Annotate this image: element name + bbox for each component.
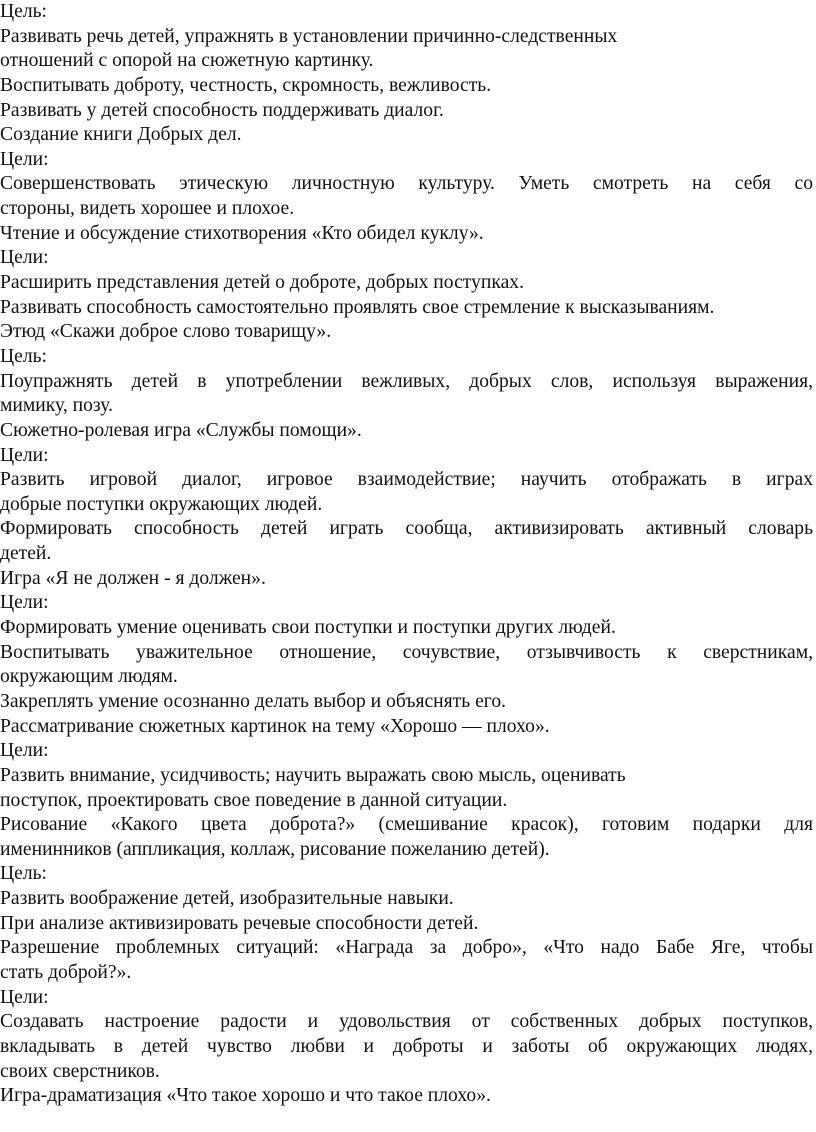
line-goal-heading: Цели: [0,592,49,614]
activity-title: Сюжетно-ролевая игра «Службы помощи». [0,419,362,441]
line-goal-heading: Цель: [0,1,48,22]
text-line: При анализе активизировать речевые способности детей. [0,912,479,934]
activity-title: Чтение и обсуждение стихотворения «Кто обидел куклу». [0,222,484,244]
line-goal-heading: Цель: [0,345,48,367]
text-line: поступок, проектировать свое поведение в данной ситуации. [0,789,508,811]
text-line: Развить воображение детей, изобразительные навыки. [0,888,454,910]
line-goal-heading: Цели: [0,740,49,762]
text-line: Закреплять умение осознанно делать выбор и объяснять его. [0,690,507,712]
text-line: Развивать способность самостоятельно проявлять свое стремление к высказываниям. [0,296,715,318]
line-goal-heading: Цели: [0,986,49,1008]
text-line: стороны, видеть хорошее и плохое. [0,198,295,220]
text-line: своих сверстников. [0,1060,160,1082]
activity-title: Игра-драматизация «Что такое хорошо и что такое плохо». [0,1085,491,1107]
text-line: Воспитывать доброту, честность, скромность, вежливость. [0,74,492,96]
activity-title: Создание книги Добрых дел. [0,124,242,146]
text-line: именинников (аппликация, коллаж, рисование пожеланию детей). [0,838,550,860]
activity-title: Рассматривание сюжетных картинок на тему «Хорошо — плохо». [0,715,550,737]
text-line: стать доброй?». [0,961,132,983]
text-line: Поупражнять детей в употреблении вежливых, добрых слов, используя выражения, [0,370,813,392]
text-line: окружающим людям. [0,666,178,688]
text-line: детей. [0,543,52,565]
line-goal-heading: Цели: [0,444,49,466]
line-goal-heading: Цели: [0,148,49,170]
text-line: Развивать речь детей, упражнять в установлении причинно-следственных [0,25,618,47]
text-line: Расширить представления детей о доброте, добрых поступках. [0,272,524,294]
activity-title: Рисование «Какого цвета доброта?» (смешивание красок), готовим подарки для [0,814,813,836]
text-line: Развивать у детей способность поддерживать диалог. [0,99,444,121]
text-line: Формировать умение оценивать свои поступки и поступки других людей. [0,617,616,639]
activity-title: Игра «Я не должен - я должен». [0,567,266,589]
text-line: вкладывать в детей чувство любви и доброты и заботы об окружающих людях, [0,1035,813,1057]
text-line: отношений с опорой на сюжетную картинку. [0,50,374,72]
text-line: Развить игровой диалог, игровое взаимодействие; научить отображать в играх [0,469,813,491]
text-line: Развить внимание, усидчивость; научить выражать свою мысль, оценивать [0,764,626,786]
text-line: Воспитывать уважительное отношение, сочувствие, отзывчивость к сверстникам, [0,641,813,663]
activity-title: Этюд «Скажи доброе слово товарищу». [0,321,332,343]
text-line: Совершенствовать этическую личностную культуру. Уметь смотреть на себя со [0,173,813,195]
text-line: Создавать настроение радости и удовольствия от собственных добрых поступков, [0,1011,813,1033]
line-goal-heading: Цели: [0,247,49,269]
text-line: мимику, позу. [0,395,113,417]
line-goal-heading: Цель: [0,863,48,885]
activity-title: Разрешение проблемных ситуаций: «Награда за добро», «Что надо Бабе Яге, чтобы [0,937,813,959]
text-line: добрые поступки окружающих людей. [0,493,323,515]
text-line: Формировать способность детей играть сообща, активизировать активный словарь [0,518,813,540]
